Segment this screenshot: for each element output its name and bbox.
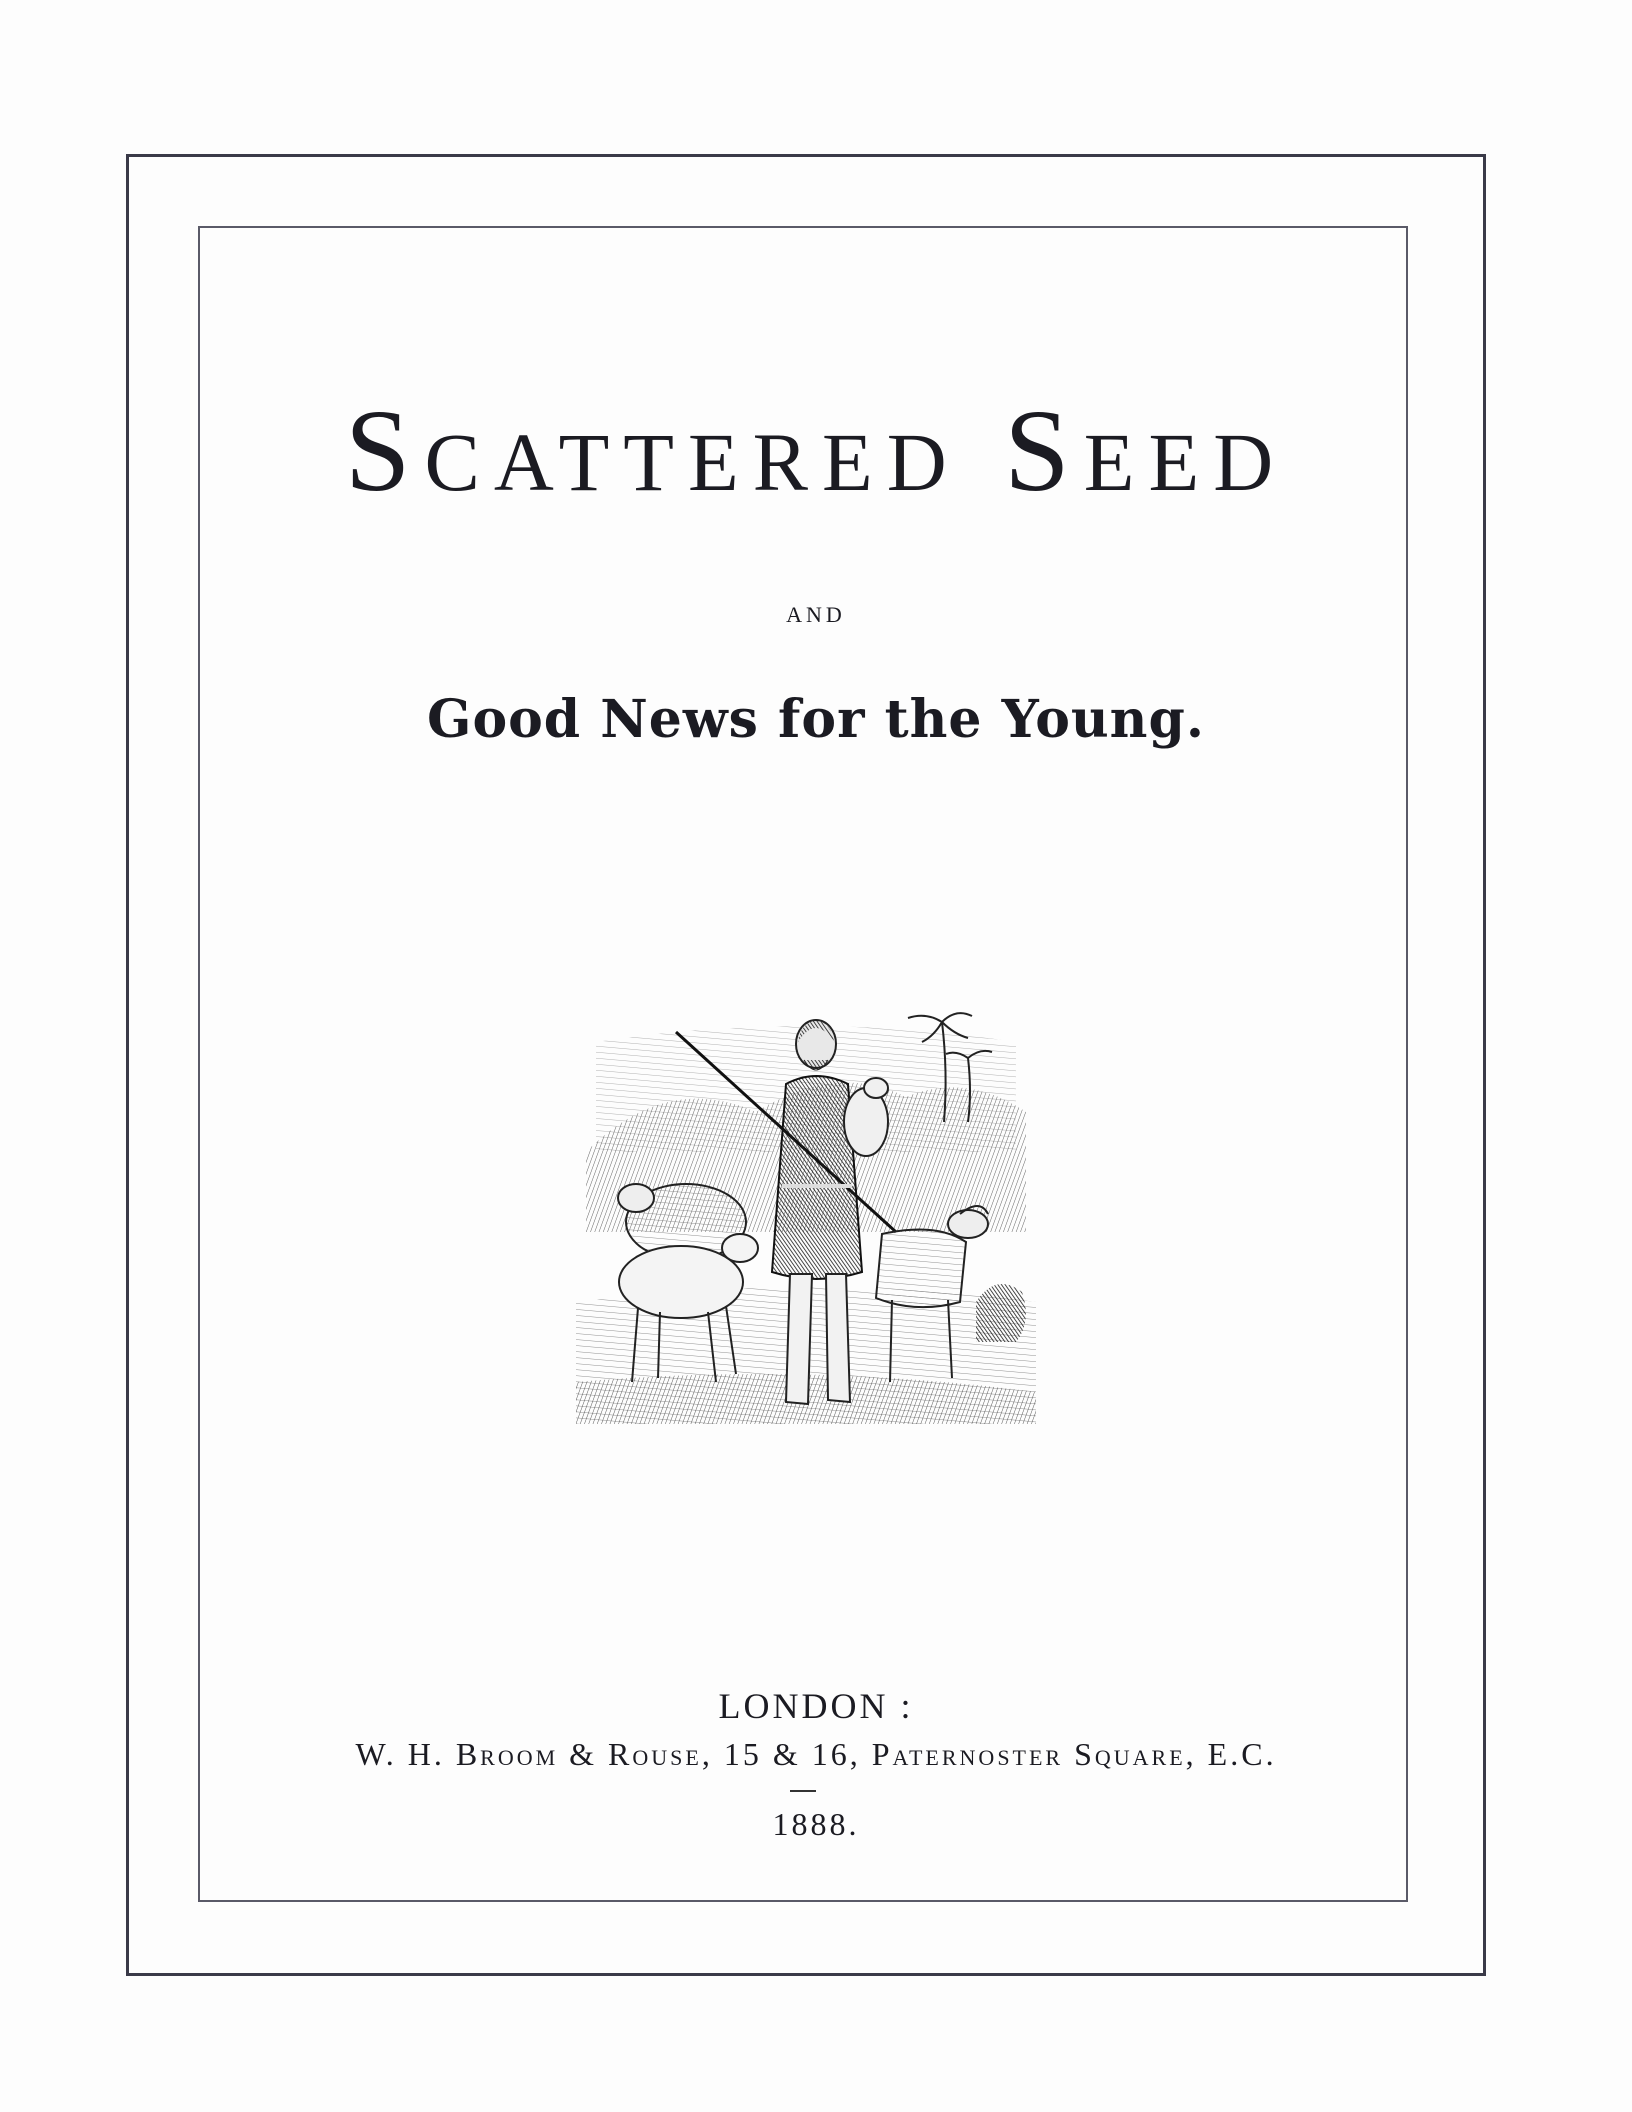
imprint-city: LONDON : bbox=[718, 1686, 914, 1726]
book-title: Scattered Seed bbox=[344, 385, 1288, 516]
imprint-publisher: W. H. Broom & Rouse, 15 & 16, Paternoster Square, E.C. bbox=[355, 1736, 1277, 1772]
book-subtitle: Good News for the Young. bbox=[427, 689, 1205, 750]
imprint-year: 1888. bbox=[772, 1806, 860, 1842]
title-conjunction: AND bbox=[786, 602, 846, 627]
shepherd-engraving bbox=[576, 1002, 1036, 1424]
imprint-divider bbox=[790, 1790, 816, 1792]
